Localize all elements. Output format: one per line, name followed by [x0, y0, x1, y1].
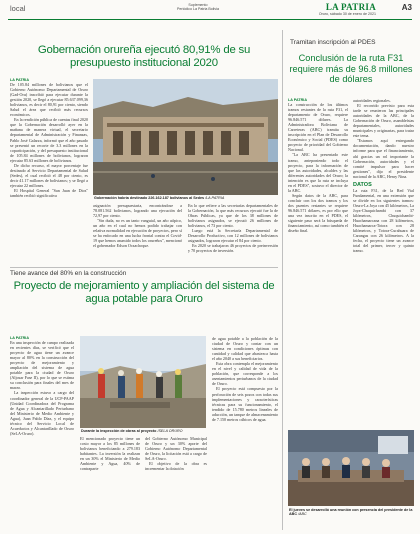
article3-paragraph: "La ABC ha presentado este tramo, anteponiendo todo el proyecto, para la información de que las autoridades, alcaldes y las diferentes autoridades del Oruro; la intención es que la ruta se incluya en el PDES", sostuvo el director de la ABC.	[288, 152, 348, 193]
article2-paragraph: Esta obra contempla el mejoramiento en el nivel y calidad de vida de la población, que corresponde a los asentamientos periurbanos de la ciudad de Oruro.	[212, 361, 278, 387]
article3-caption	[289, 508, 415, 516]
article3-headline: Conclusión de la ruta F31 requiere más de 96.8 millones de dólares	[289, 53, 413, 85]
article2-paragraph: El proyecto está compuesto por la perforación de seis pozos con todas sus implementaciones y características técnicas para su funcionamiento, el tendido de 15.780 metros lineales de aducción, un tanque de almacenamiento de 7.150 metros cúbicos de agua.	[212, 386, 278, 422]
article2-caption-credit: /SELA ORURO	[157, 429, 183, 433]
article1-headline: Gobernación orureña ejecutó 80,91% de su presupuesto institucional 2020	[37, 44, 251, 70]
article2-col4	[212, 336, 278, 422]
article1-caption-credit: /LA PATRIA	[205, 196, 225, 200]
article2-col1	[10, 336, 74, 436]
article3-paragraph: "Estamos aquí entregando documentación, dando nuestro informe para que el financiamiento, ahí gracias un rol importante la Gobernación, autoridades y el comité impulsor para hacer gestiones", dijo el presidente nacional de la ABC, Henry Nina.	[353, 138, 414, 179]
supplement-line1: Suplemento	[188, 3, 208, 7]
article2-paragraph: de agua potable a la población de la ciudad de Oruro y contar con un sistema en condiciones óptimas con cantidad y calidad que abastezca hasta el año 2040 a sus beneficiarios.	[212, 336, 278, 362]
article-divider	[10, 267, 278, 268]
article2-paragraph: El objetivo de la obra es incrementar la dotación	[145, 461, 207, 472]
page-number: A3	[401, 3, 412, 12]
article3-photo	[288, 430, 414, 506]
dateline: Oruro, sábado 30 de enero de 2021	[318, 12, 376, 16]
datos-text: La ruta F31, de la Red Vial Fundamental, en una extensión que se divide en los siguientes tramos: Oruro-La Joya con 45 kilómetros, La Joya-Chuquichambi con 37 kilómetros, Chuquichambi-Huachamarcana con 28 kilómetros, Huachamarca-Totora con 28 kilómetros, y Totora-Curahuara de Carangas con 26 kilómetros. A la fecha, el proyecto tiene un avance total del primer, tercer y quinto tramo.	[353, 187, 414, 254]
article2-col3	[145, 436, 207, 471]
article3-caption-credit: /ABC	[298, 512, 307, 516]
article1-paragraph: El Hospital General "San Juan de Dios" también recibió significativa	[10, 187, 88, 199]
column-divider	[282, 30, 283, 530]
article1-col1	[10, 78, 88, 198]
article2-byline: LA PATRIA	[10, 336, 29, 340]
article1-paragraph: De 105.84 millones de bolivianos que el Gobierno Autónomo Departamental de Oruro (Gad-Oru) inscribió para ejecutar durante la gestión 2020, se llegó a ejecutar 85.637.099,36 bolivianos, es decir el 80,91 por ciento, siendo Salud el área que recibió más recursos económicos.	[10, 82, 88, 118]
article3-paragraph: El recorrido previsto para esta tarde se reunieron las principales autoridades de la ABC, de la Gobernación de Oruro, asambleístas departamentales, autoridades municipales y originarias, para tratar este tema.	[353, 103, 414, 139]
article1-paragraph: asignación presupuestaria, encontrándose a 78.081.562 bolivianos, logrando una ejecución del 72,97 por ciento.	[93, 203, 182, 219]
article1-paragraph: De dicho recurso, el mayor porcentaje fue destinado al Servicio Departamental de Salud (Sedes), el cual recibió el 48 por ciento, es decir 41.17 millones de bolivianos; y se llegó a ejecutar 22 millones.	[10, 162, 88, 188]
article2-col2	[80, 436, 140, 471]
article2-paragraph: del Gobierno Autónomo Municipal de Oruro y un 30% aporte del Gobierno Autónomo Departamental de Oruro, la licitación está a cargo de SeLA-Oruro.	[145, 436, 207, 462]
datos-heading: DATOS	[353, 181, 372, 188]
article1-byline: LA PATRIA	[10, 78, 29, 82]
article2-paragraph: En una inspección de campo realizada en recientes días, se verificó que el proyecto de agua tiene un avance mayor al 80% en la construcción del proyecto de mejoramiento y ampliación del sistema de agua potable para la ciudad de Oruro (Aljosar Fase II), por lo que se estima su conclusión para finales del mes de marzo.	[10, 340, 74, 391]
article1-caption-text: Gobernación habría destinado 226.162.187 bolivianos al Sedes	[94, 196, 205, 200]
article3-col2	[353, 98, 414, 253]
article1-photo	[93, 79, 278, 195]
article2-kicker: Tiene avance del 80% en la construcción	[10, 270, 127, 277]
article3-kicker: Tramitan inscripción al PDES	[290, 39, 376, 46]
article1-paragraph: Luego está la Secretaría Departamental de Desarrollo Productivo, con 12 millones de bolivianos asignados, lograron ejecutar el 84 por ciento.	[188, 228, 278, 244]
article1-col2	[93, 203, 182, 248]
article2-photo	[80, 336, 206, 428]
supplement-label	[177, 3, 219, 12]
header-rule	[8, 19, 412, 20]
article2-paragraph: El mencionado proyecto tiene un costo mayor a los 85 millones de bolivianos beneficiando a 279.183 habitantes. La inversión la realizan en un 30% el Ministerio de Medio Ambiente y Agua, 40% de contraparte	[80, 436, 140, 472]
supplement-line2: Periódico La Patria Bolivia	[177, 7, 219, 12]
article3-paragraph: Según datos de la ABC, para concluir con los dos tramos y los dos puentes restantes se requiere 96.846.571 dólares, es por ello que una vez inscrito en el PDES, el siguiente paso será la búsqueda de financiamiento, así como también el diseño final.	[288, 192, 348, 234]
article3-paragraph: La construcción de los últimos tramos restantes de la ruta F31, el departamento de Oruro, requiere 96.846.571 dólares. La Administradora Boliviana de Carreteras (ABC) tramita su inscripción en el Plan de Desarrollo Económico y Social (PDES) como proyecto de prioridad del Gobierno Nacional.	[288, 102, 348, 153]
article3-paragraph: autoridades regionales.	[353, 98, 391, 103]
article1-col3	[188, 203, 278, 253]
article1-paragraph: En lo que refiere a las secretarías departamentales de la Gobernación, la que más recursos ejecutó fue la de Obras Públicas, ya que de los 38 millones de bolivianos asignados, se ejecutó 26 millones de bolivianos, el 73 por ciento.	[188, 203, 278, 229]
section-label: local	[10, 4, 26, 13]
article3-col1	[288, 98, 348, 233]
article1-paragraph: "Sin duda, no es un tanto vanguial, un año atípico, un año en el cual no hemos podido trabajar con relativa normalidad en ejecución de proyectos, pero sí se ha enfocado en una lucha frontal contra el Covid-19 que hemos asumido todos los orureños", mencionó el gobernador Edson Oczachoque.	[93, 218, 182, 249]
article1-paragraph: En 2020 se trabajaron 46 proyectos de preinversión y 70 proyectos de inversión.	[188, 243, 278, 254]
article3-caption-text: El jueves se desarrolló una reunión con presencia del presidente de la ABC	[289, 508, 413, 516]
article2-paragraph: La inspección estuvo a cargo del coordinador general de la UCP-PAAP (Unidad Coordinadora del Programa de Agua y Alcantarillado Periurbano del Ministerio de Medio Ambiente y Agua), Juan Pablo Díaz, y el equipo técnico del Servicio Local de Acueductos y Alcantarillado de Oruro (SeLA-Oruro).	[10, 390, 74, 436]
article1-paragraph: En la rendición pública de cuentas final 2020 que la Gobernación desarrolló ayer en la mañana de manera virtual, el secretario departamental de Administración y Finanzas, Pablo José Galarza, informó que el año pasado se presentó un recorte de 3.3 millones en la coparticipación, y del presupuesto institucional de 105.84 millones de bolivianos, lograron ejecutar 85.63 millones de bolivianos.	[10, 117, 89, 163]
article1-caption	[94, 196, 279, 200]
article2-headline: Proyecto de mejoramiento y ampliación del sistema de agua potable para Oruro	[13, 280, 275, 306]
newspaper-logo: LA PATRIA	[325, 2, 376, 12]
article2-caption	[81, 429, 209, 433]
article3-byline: LA PATRIA	[288, 98, 307, 102]
article2-caption-text: Durante la inspección de obras al proyecto	[81, 429, 157, 433]
